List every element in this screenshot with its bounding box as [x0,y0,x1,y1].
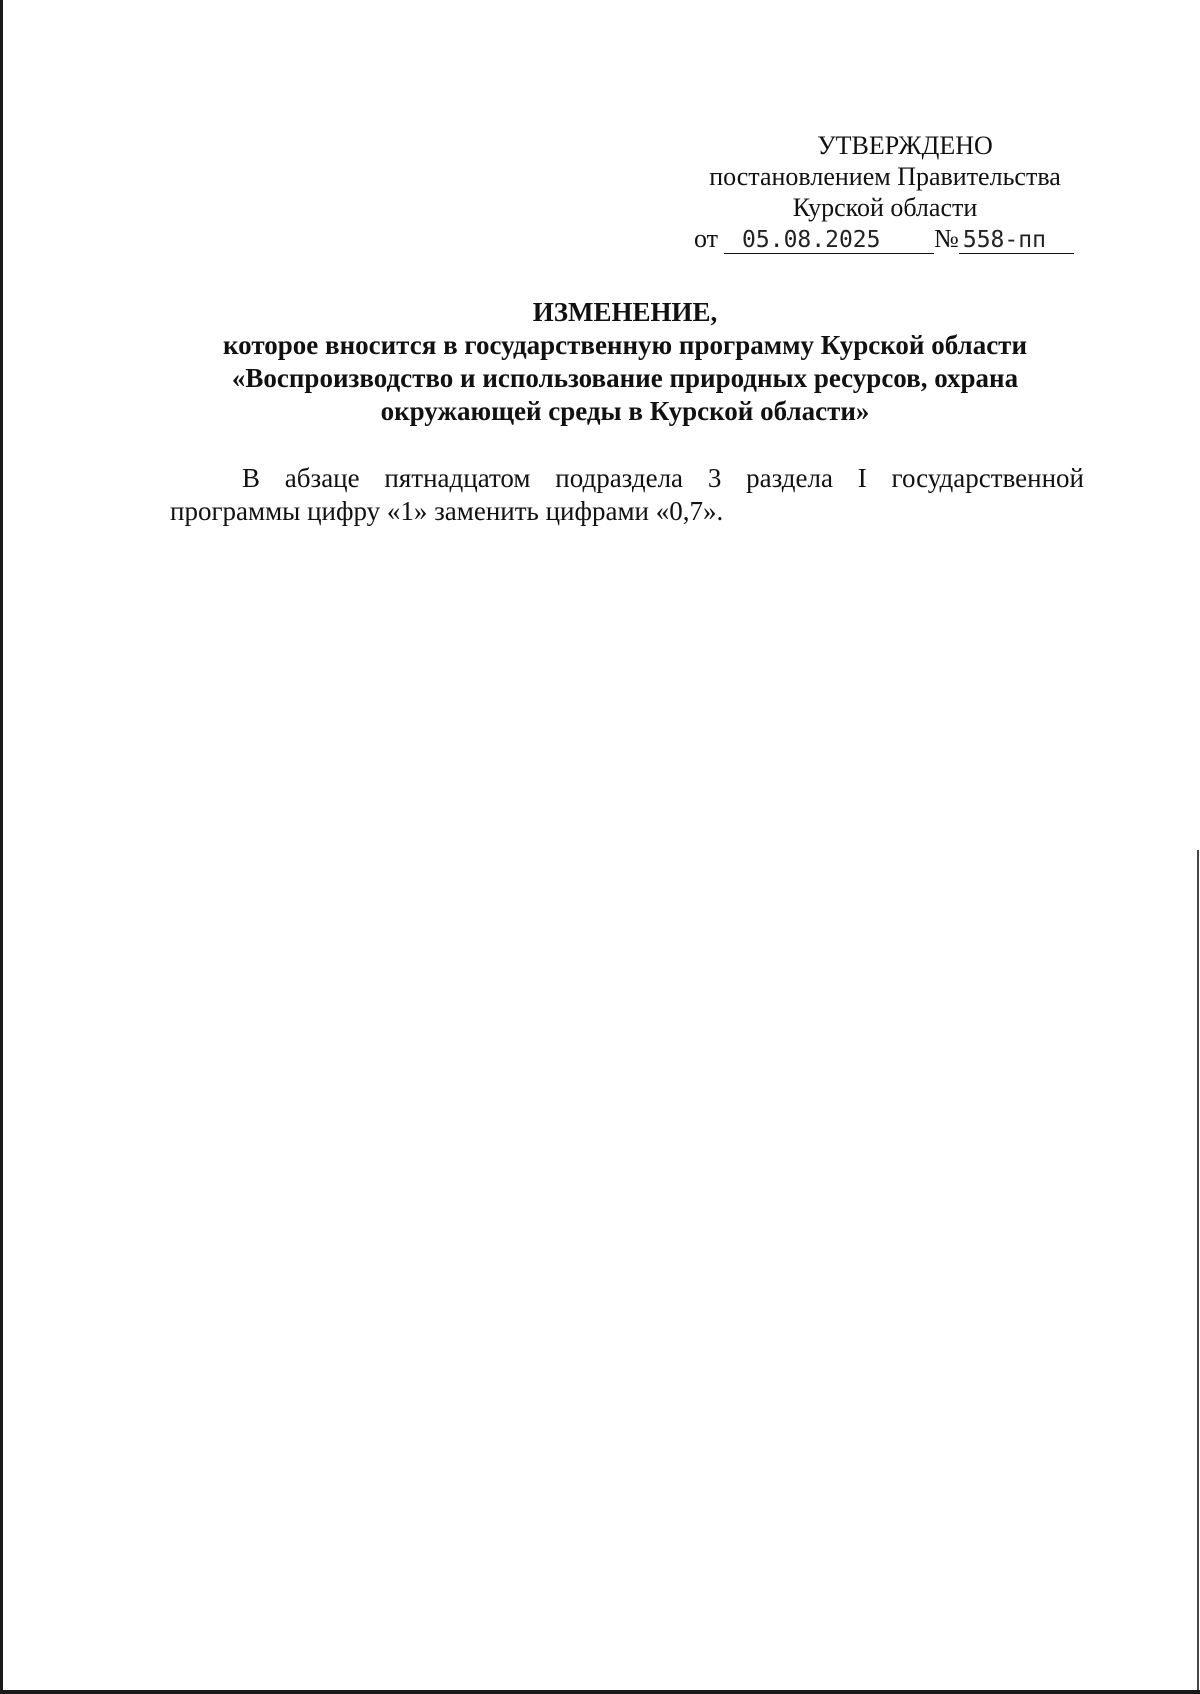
decree-number: 558-пп [959,227,1074,254]
approval-heading: УТВЕРЖДЕНО [817,131,993,160]
decree-date: 05.08.2025 [724,227,934,254]
scan-edge-left [0,0,3,1694]
body-line-1: В абзаце пятнадцатом подраздела 3 раздела I государственной [242,463,1084,493]
scan-edge-right [1197,850,1199,1694]
title-line-4: окружающей среды в Курской области» [380,396,870,426]
number-label: № [934,224,959,253]
scan-edge-bottom [0,1690,1200,1694]
approval-issuer: постановлением Правительства [709,162,1061,191]
body-line-2: программы цифру «1» заменить цифрами «0,7». [170,496,724,526]
approval-date-row [690,223,1080,254]
approval-block [690,130,1080,254]
title-heading: ИЗМЕНЕНИЕ, [532,297,718,327]
body-paragraph [170,462,1084,528]
title-line-2: которое вносится в государственную программу Курской области [222,330,1027,360]
approval-region: Курской области [792,193,978,222]
document-title [160,296,1090,428]
from-label: от [694,224,719,253]
title-line-3: «Воспроизводство и использование природных ресурсов, охрана [231,363,1019,393]
